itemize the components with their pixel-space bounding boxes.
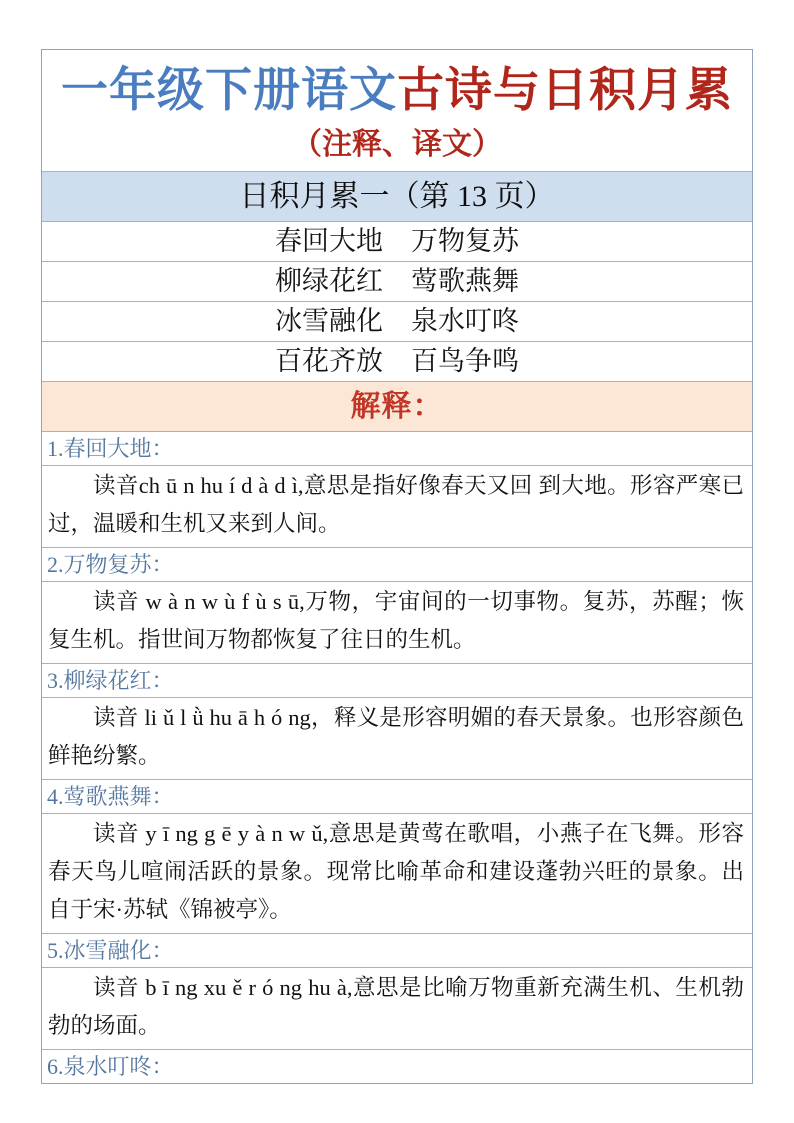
entry-heading-1: 1.春回大地： bbox=[42, 432, 752, 466]
entry-body-2: 读音 w à n w ù f ù s ū,万物，宇宙间的一切事物。复苏，苏醒；恢复生机。指世间万物都恢复了往日的生机。 bbox=[42, 582, 752, 664]
entry-body-4: 读音 y ī ng g ē y à n w ǔ,意思是黄莺在歌唱，小燕子在飞舞。形容春天鸟儿喧闹活跃的景象。现常比喻革命和建设蓬勃兴旺的景象。出自于宋·苏轼《锦被亭》。 bbox=[42, 814, 752, 934]
idiom-row-2 bbox=[42, 262, 752, 302]
section-banner: 日积月累一（第 13 页） bbox=[42, 172, 752, 222]
idiom-text: 春回大地 bbox=[275, 226, 383, 256]
idiom-text: 百鸟争鸣 bbox=[411, 346, 519, 376]
page-title-subject: 古诗与日积月累 bbox=[397, 65, 733, 117]
page-subtitle: （注释、译文） bbox=[292, 128, 502, 161]
idiom-row-3 bbox=[42, 302, 752, 342]
entry-body-1: 读音ch ū n hu í d à d ì,意思是指好像春天又回 到大地。形容严寒已过，温暖和生机又来到人间。 bbox=[42, 466, 752, 548]
idiom-text: 百花齐放 bbox=[275, 346, 383, 376]
idiom-text: 泉水叮咚 bbox=[411, 306, 519, 336]
entry-heading-2: 2.万物复苏： bbox=[42, 548, 752, 582]
idiom-text: 柳绿花红 bbox=[275, 266, 383, 296]
page-title bbox=[42, 60, 752, 122]
idiom-row-4 bbox=[42, 342, 752, 382]
entry-body-5: 读音 b ī ng xu ě r ó ng hu à,意思是比喻万物重新充满生机、生机勃勃的场面。 bbox=[42, 968, 752, 1050]
explain-banner bbox=[42, 382, 752, 432]
entry-heading-4: 4.莺歌燕舞： bbox=[42, 780, 752, 814]
idiom-text: 冰雪融化 bbox=[275, 306, 383, 336]
explain-banner-label: 解释： bbox=[350, 390, 444, 423]
worksheet-table bbox=[41, 49, 753, 1084]
entry-body-3: 读音 li ǔ l ǜ hu ā h ó ng，释义是形容明媚的春天景象。也形容颜色鲜艳纷繁。 bbox=[42, 698, 752, 780]
entry-heading-6: 6.泉水叮咚： bbox=[47, 1054, 174, 1079]
idiom-text: 莺歌燕舞 bbox=[411, 266, 519, 296]
entry-heading-3: 3.柳绿花红： bbox=[42, 664, 752, 698]
idiom-row-1 bbox=[42, 222, 752, 262]
entry-heading-5: 5.冰雪融化： bbox=[42, 934, 752, 968]
page-title-grade: 一年级下册语文 bbox=[61, 65, 397, 117]
title-block bbox=[42, 50, 752, 172]
idiom-text: 万物复苏 bbox=[411, 226, 519, 256]
